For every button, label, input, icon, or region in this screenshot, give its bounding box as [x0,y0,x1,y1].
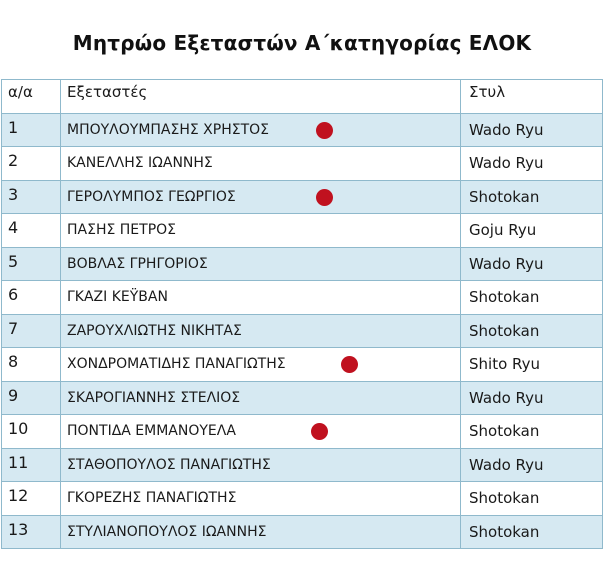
table-row [2,147,603,181]
examiners-table [1,79,603,549]
examiner-name-cell [61,448,461,482]
table-row [2,180,603,214]
karate-style: Shotokan [461,415,603,449]
table-row [2,214,603,248]
examiner-name: ΓΚΟΡΕΖΗΣ ΠΑΝΑΓΙΩΤΗΣ [67,490,237,507]
karate-style: Wado Ryu [461,381,603,415]
header-style: Στυλ [461,80,603,114]
karate-style: Shotokan [461,515,603,549]
row-number: 5 [2,247,61,281]
table-row [2,281,603,315]
karate-style: Shotokan [461,281,603,315]
examiner-name-cell [61,247,461,281]
row-number: 7 [2,314,61,348]
karate-style: Shotokan [461,482,603,516]
table-row [2,381,603,415]
examiner-name-cell [61,214,461,248]
examiner-name: ΚΑΝΕΛΛΗΣ ΙΩΑΝΝΗΣ [67,155,213,172]
examiner-name: ΣΤΥΛΙΑΝΟΠΟΥΛΟΣ ΙΩΑΝΝΗΣ [67,523,267,540]
examiner-name: ΒΟΒΛΑΣ ΓΡΗΓΟΡΙΟΣ [67,255,208,272]
red-dot-marker-icon [316,189,333,206]
examiner-name-cell [61,415,461,449]
row-number: 11 [2,448,61,482]
row-number: 9 [2,381,61,415]
examiner-name-cell [61,515,461,549]
examiner-name: ΧΟΝΔΡΟΜΑΤΙΔΗΣ ΠΑΝΑΓΙΩΤΗΣ [67,356,286,373]
row-number: 8 [2,348,61,382]
karate-style: Shito Ryu [461,348,603,382]
examiner-name-cell [61,180,461,214]
examiner-name-cell [61,381,461,415]
table-row [2,448,603,482]
red-dot-marker-icon [341,356,358,373]
red-dot-marker-icon [311,423,328,440]
row-number: 6 [2,281,61,315]
examiner-name-cell [61,113,461,147]
examiner-name: ΓΚΑΖΙ ΚΕΫΒΑΝ [67,289,168,306]
row-number: 2 [2,147,61,181]
row-number: 10 [2,415,61,449]
table-row [2,314,603,348]
row-number: 12 [2,482,61,516]
karate-style: Wado Ryu [461,147,603,181]
table-row [2,515,603,549]
table-row [2,247,603,281]
examiner-name-cell [61,281,461,315]
examiner-name: ΓΕΡΟΛΥΜΠΟΣ ΓΕΩΡΓΙΟΣ [67,188,236,205]
examiner-name-cell [61,314,461,348]
examiner-name: ΜΠΟΥΛΟΥΜΠΑΣΗΣ ΧΡΗΣΤΟΣ [67,121,270,138]
table-row [2,348,603,382]
examiner-name: ΣΚΑΡΟΓΙΑΝΝΗΣ ΣΤΕΛΙΟΣ [67,389,241,406]
examiner-name: ΖΑΡΟΥΧΛΙΩΤΗΣ ΝΙΚΗΤΑΣ [67,322,242,339]
header-number: α/α [2,80,61,114]
row-number: 3 [2,180,61,214]
examiner-name-cell [61,348,461,382]
examiner-name: ΣΤΑΘΟΠΟΥΛΟΣ ΠΑΝΑΓΙΩΤΗΣ [67,456,271,473]
examiner-name-cell [61,482,461,516]
examiner-name: ΠΟΝΤΙΔΑ ΕΜΜΑΝΟΥΕΛΑ [67,423,236,440]
table-body [2,113,603,549]
table-row [2,415,603,449]
page-title: Μητρώο Εξεταστών Α΄κατηγορίας ΕΛΟΚ [72,31,532,55]
row-number: 4 [2,214,61,248]
header-examiners: Εξεταστές [61,80,461,114]
table-row [2,113,603,147]
karate-style: Wado Ryu [461,448,603,482]
karate-style: Wado Ryu [461,113,603,147]
karate-style: Shotokan [461,180,603,214]
row-number: 1 [2,113,61,147]
table-header-row [2,80,603,114]
red-dot-marker-icon [316,122,333,139]
karate-style: Wado Ryu [461,247,603,281]
row-number: 13 [2,515,61,549]
examiner-name-cell [61,147,461,181]
karate-style: Shotokan [461,314,603,348]
karate-style: Goju Ryu [461,214,603,248]
table-row [2,482,603,516]
examiner-name: ΠΑΣΗΣ ΠΕΤΡΟΣ [67,222,177,239]
